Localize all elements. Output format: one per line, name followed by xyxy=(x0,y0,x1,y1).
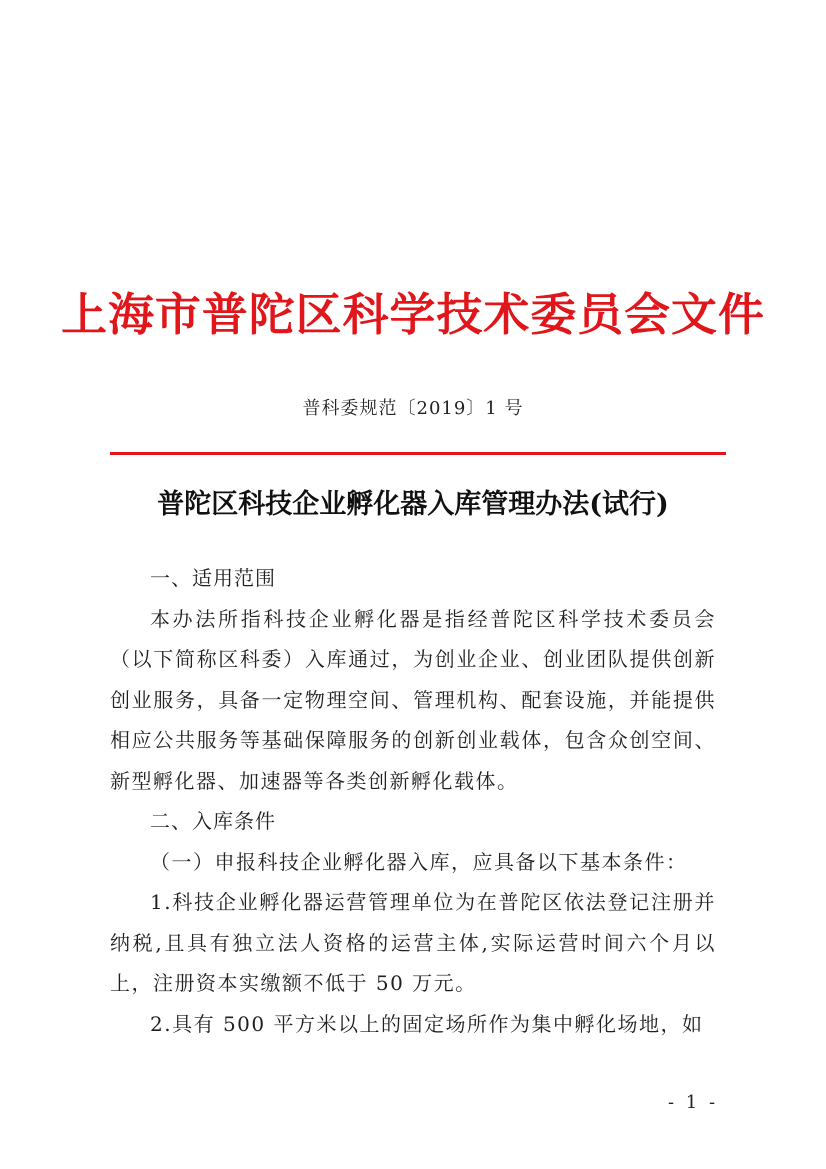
section-heading-scope: 一、适用范围 xyxy=(150,566,276,590)
conditions-subheading: （一）申报科技企业孵化器入库，应具备以下基本条件： xyxy=(150,849,688,874)
page-number: - 1 - xyxy=(668,1092,719,1113)
section-heading-conditions: 二、入库条件 xyxy=(150,809,276,833)
document-title: 普陀区科技企业孵化器入库管理办法(试行) xyxy=(157,489,669,520)
condition-item-1: 1.科技企业孵化器运营管理单位为在普陀区依法登记注册并纳税,且具有独立法人资格的运营主体,实际运营时间六个月以上，注册资本实缴额不低于 50 万元。 xyxy=(110,890,716,995)
document-number: 普科委规范〔2019〕1 号 xyxy=(302,398,524,419)
agency-header-title: 上海市普陀区科学技术委员会文件 xyxy=(61,288,765,341)
condition-item-2: 2.具有 500 平方米以上的固定场所作为集中孵化场地，如 xyxy=(150,1011,704,1036)
document-body xyxy=(110,558,716,1044)
scope-paragraph: 本办法所指科技企业孵化器是指经普陀区科学技术委员会（以下简称区科委）入库通过，为创业企业、创业团队提供创新创业服务，具备一定物理空间、管理机构、配套设施，并能提供相应公共服务等基础保障服务的创新创业载体，包含众创空间、新型孵化器、加速器等各类创新孵化载体。 xyxy=(110,606,716,793)
red-divider-line xyxy=(110,452,726,455)
